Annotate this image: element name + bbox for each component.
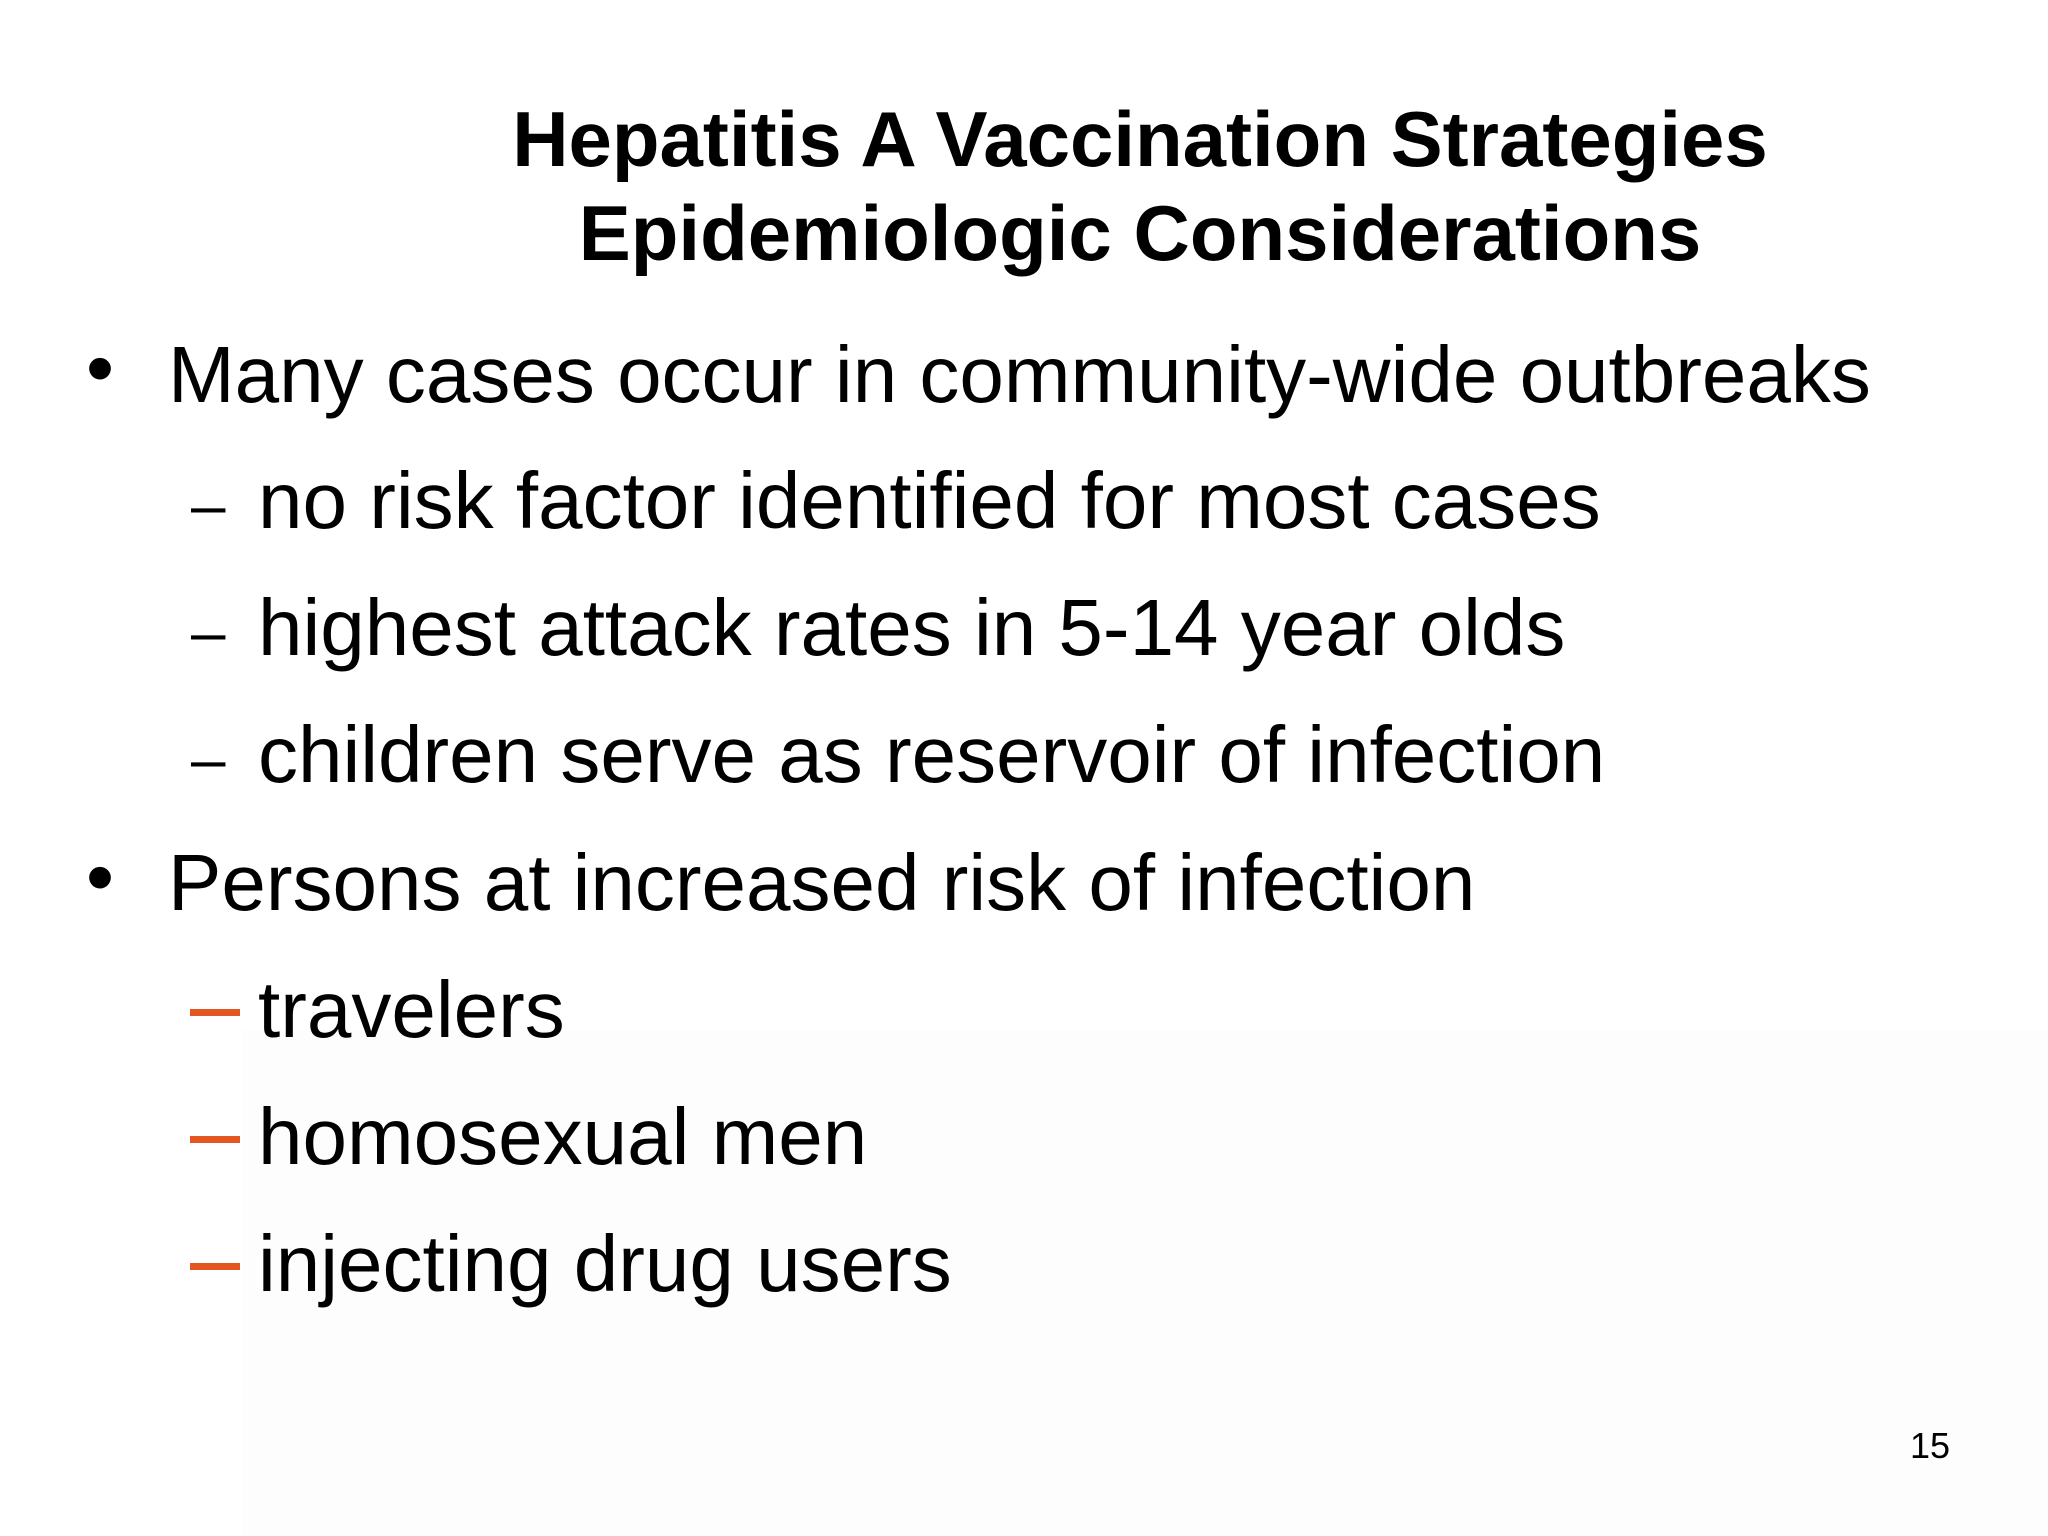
sub-bullet-item: travelers <box>258 965 565 1054</box>
dash-marker: – <box>191 471 226 540</box>
bullet-marker: • <box>86 323 115 412</box>
orange-dash-marker <box>190 1009 240 1016</box>
orange-dash-marker <box>190 1136 240 1143</box>
bullet-item: Many cases occur in community-wide outbreaks <box>168 330 1871 419</box>
sub-bullet-item: highest attack rates in 5-14 year olds <box>258 583 1566 672</box>
slide-title <box>380 92 1900 280</box>
bullet-marker: • <box>86 832 115 921</box>
dash-marker: – <box>191 725 226 794</box>
title-line-2: Epidemiologic Considerations <box>578 189 1702 277</box>
orange-dash-marker <box>190 1263 240 1270</box>
sub-bullet-item: injecting drug users <box>258 1219 952 1308</box>
title-line-1: Hepatitis A Vaccination Strategies <box>512 95 1768 183</box>
sub-bullet-item: homosexual men <box>258 1092 868 1181</box>
dash-marker: – <box>191 598 226 667</box>
bullet-item: Persons at increased risk of infection <box>168 838 1476 927</box>
page-number: 15 <box>1909 1425 1950 1466</box>
sub-bullet-item: children serve as reservoir of infection <box>258 710 1606 799</box>
sub-bullet-item: no risk factor identified for most cases <box>258 456 1601 545</box>
